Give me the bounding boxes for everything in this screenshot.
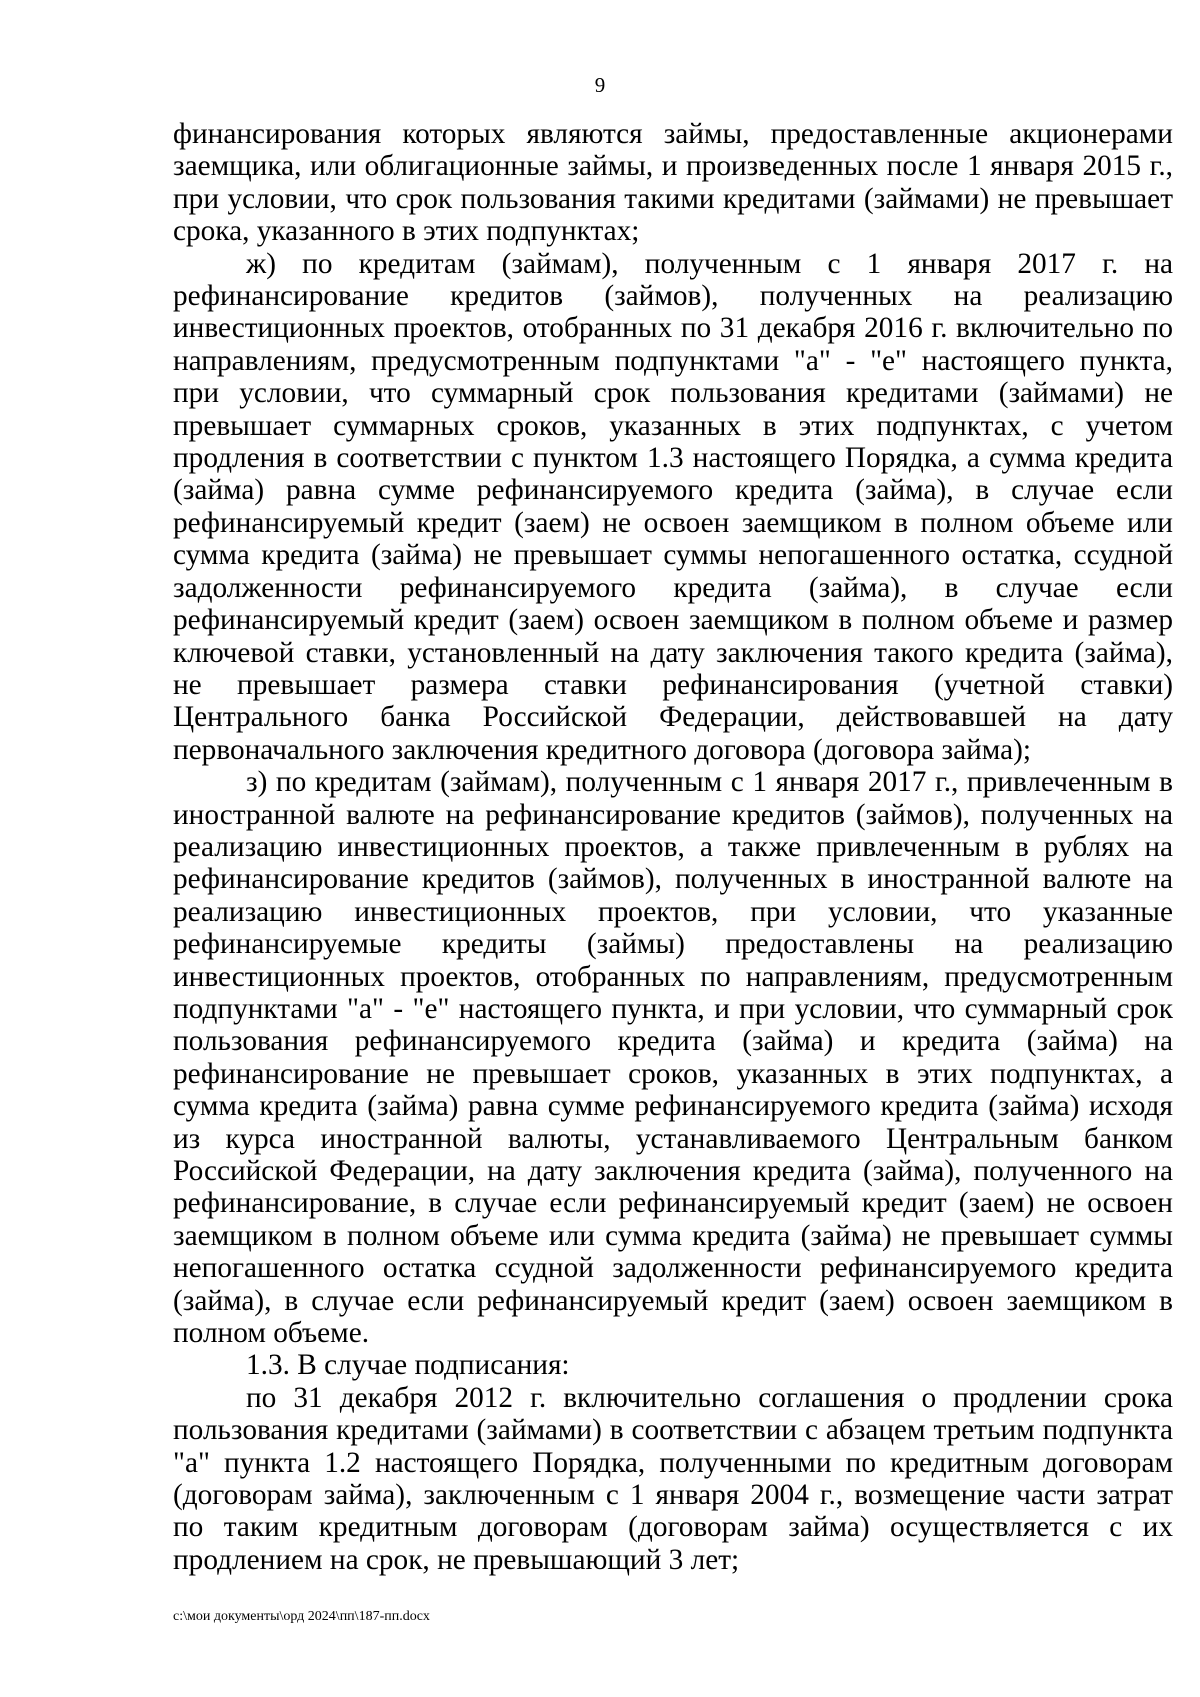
- paragraph-continuation: финансирования которых являются займы, предоставленные акционерами заемщика, или облигационные займы, и произведенных после 1 января 2015 г., при условии, что срок пользования такими кредитами (займами) не превышает срока, указанного в этих подпунктах;: [173, 118, 1173, 248]
- paragraph-subitem-z: з) по кредитам (займам), полученным с 1 января 2017 г., привлеченным в иностранной валюте на рефинансирование кредитов (займов), полученных на реализацию инвестиционных проектов, а также привлеченным в рублях на рефинансирование кредитов (займов), полученных в иностранной валюте на реализацию инвестиционных проектов, при условии, что указанные рефинансируемые кредиты (займы) предоставлены на реализацию инвестиционных проектов, отобранных по направлениям, предусмотренным подпунктами "а" - "е" настоящего пункта, и при условии, что суммарный срок пользования рефинансируемого кредита (займа) и кредита (займа) на рефинансирование не превышает сроков, указанных в этих подпунктах, а сумма кредита (займа) равна сумме рефинансируемого кредита (займа) исходя из курса иностранной валюты, устанавливаемого Центральным банком Российской Федерации, на дату заключения кредита (займа), полученного на рефинансирование, в случае если рефинансируемый кредит (заем) не освоен заемщиком в полном объеме или сумма кредита (займа) не превышает суммы непогашенного остатка ссудной задолженности рефинансируемого кредита (займа), в случае если рефинансируемый кредит (заем) освоен заемщиком в полном объеме.: [173, 766, 1173, 1350]
- paragraph-section-1-3-item: по 31 декабря 2012 г. включительно соглашения о продлении срока пользования кредитами (займами) в соответствии с абзацем третьим подпункта "а" пункта 1.2 настоящего Порядка, полученными по кредитным договорам (договорам займа), заключенным с 1 января 2004 г., возмещение части затрат по таким кредитным договорам (договорам займа) осуществляется с их продлением на срок, не превышающий 3 лет;: [173, 1381, 1173, 1576]
- page-number: 9: [594, 73, 606, 97]
- paragraph-section-1-3: 1.3. В случае подписания:: [246, 1349, 570, 1382]
- paragraph-subitem-zh: ж) по кредитам (займам), полученным с 1 января 2017 г. на рефинансирование кредитов (займов), полученных на реализацию инвестиционных проектов, отобранных по 31 декабря 2016 г. включительно по направлениям, предусмотренным подпунктами "а" - "е" настоящего пункта, при условии, что суммарный срок пользования кредитами (займами) не превышает суммарных сроков, указанных в этих подпунктах, с учетом продления в соответствии с пунктом 1.3 настоящего Порядка, а сумма кредита (займа) равна сумме рефинансируемого кредита (займа), в случае если рефинансируемый кредит (заем) не освоен заемщиком в полном объеме или сумма кредита (займа) не превышает суммы непогашенного остатка, ссудной задолженности рефинансируемого кредита (займа), в случае если рефинансируемый кредит (заем) освоен заемщиком в полном объеме и размер ключевой ставки, установленный на дату заключения такого кредита (займа), не превышает размера ставки рефинансирования (учетной ставки) Центрального банка Российской Федерации, действовавшей на дату первоначального заключения кредитного договора (договора займа);: [173, 247, 1173, 766]
- footer-file-path: c:\мои документы\орд 2024\пп\187-пп.docx: [173, 1609, 430, 1624]
- document-body: [173, 118, 1173, 1576]
